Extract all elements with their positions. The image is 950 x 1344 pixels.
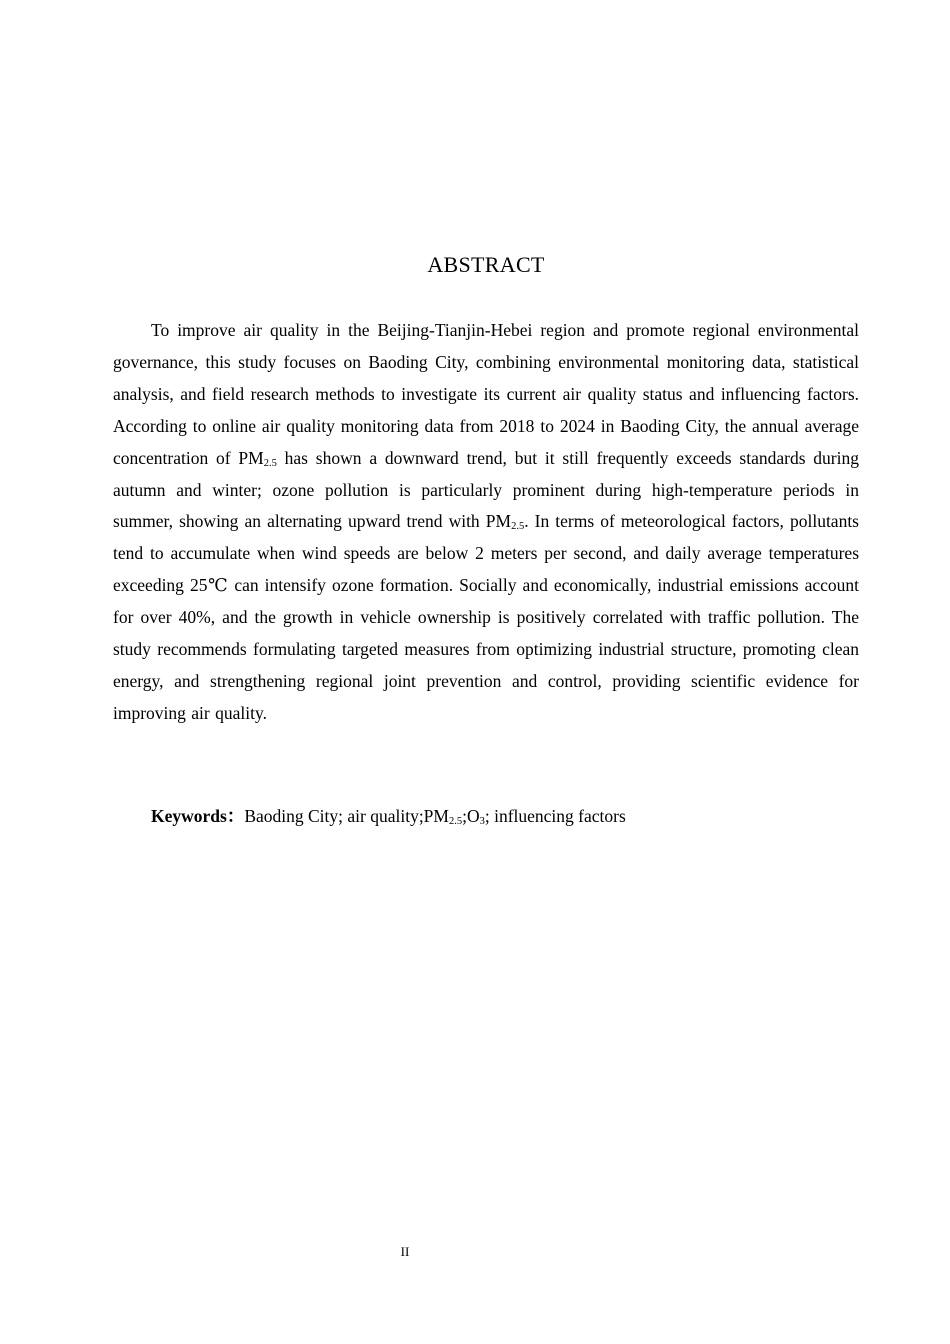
keywords-label: Keywords： xyxy=(151,806,245,826)
keywords-line xyxy=(151,801,859,831)
keywords-text-part2: ;O xyxy=(462,806,480,826)
pm25-subscript: 2.5 xyxy=(511,521,525,533)
keywords-text-part1: Baoding City; air quality;PM xyxy=(244,806,449,826)
o3-subscript: 3 xyxy=(479,816,485,827)
abstract-body xyxy=(113,315,859,730)
abstract-paragraph xyxy=(113,315,859,730)
keywords-text-part3: ; influencing factors xyxy=(484,806,626,826)
pm25-subscript: 2.5 xyxy=(448,816,463,827)
page-number: II xyxy=(400,1244,410,1259)
abstract-text-part2: has shown a downward trend, but it still frequently exceeds standards during autumn and winter; ozone pollution is particularly prominent during high-temperature periods in summer, showing an alternating upward trend with PM xyxy=(113,447,860,532)
abstract-text-part3: . In terms of meteorological factors, pollutants tend to accumulate when wind speeds are below 2 meters per second, and daily average temperatures exceeding 25℃ can intensify ozone formation. Socially and economically, industrial emissions account for over 40%, and the growth in vehicle ownership is positively correlated with traffic pollution. The study recommends formulating targeted measures from optimizing industrial structure, promoting clean energy, and strengthening regional joint prevention and control, providing scientific evidence for improving air quality. xyxy=(113,511,859,723)
abstract-title: ABSTRACT xyxy=(427,252,545,277)
abstract-text-part1: To improve air quality in the Beijing-Tianjin-Hebei region and promote regional environmental governance, this study focuses on Baoding City, combining environmental monitoring data, statistical analysis, and field research methods to investigate its current air quality status and influencing factors. According to online air quality monitoring data from 2018 to 2024 in Baoding City, the annual average concentration of PM xyxy=(113,320,859,468)
pm25-subscript: 2.5 xyxy=(263,457,277,469)
